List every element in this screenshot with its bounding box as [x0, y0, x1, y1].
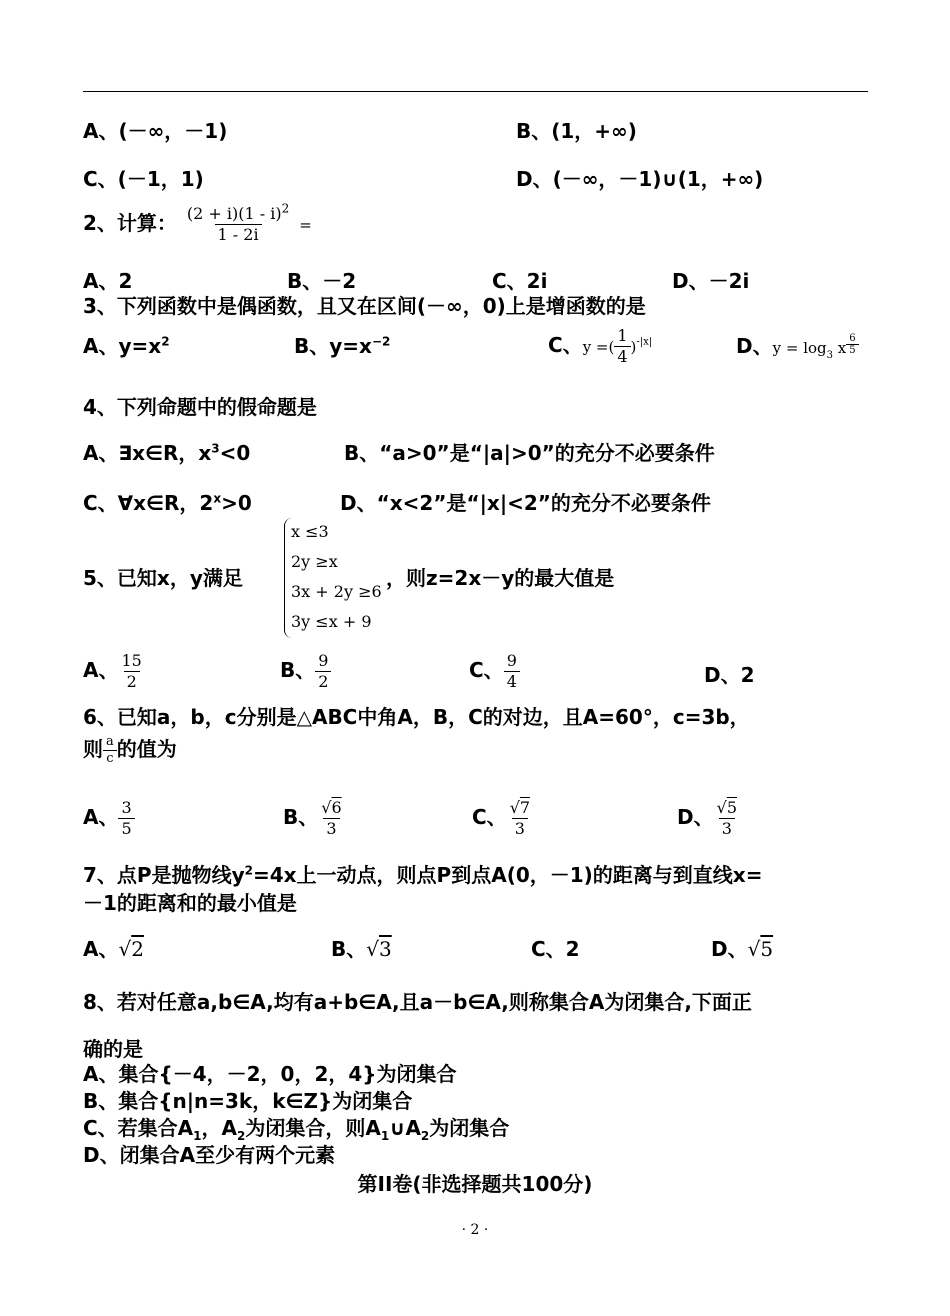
q2-option-c: C、2i — [492, 269, 548, 293]
q5-stem-pre: 5、已知x，y满足 — [83, 566, 243, 590]
q3-option-a-exp: 2 — [161, 334, 170, 349]
q6-option-d: D、 $\frac{√5}{3}$ — [677, 798, 737, 838]
q3-option-b — [294, 333, 390, 359]
q7-option-c: C、2 — [531, 937, 580, 961]
q6-frac-num: a — [106, 734, 114, 749]
q1-option-d: D、(－∞，－1)∪(1，+∞) — [516, 167, 764, 191]
q7-stem1-exp: 2 — [244, 863, 253, 878]
q1-option-a: A、(－∞，－1) — [83, 119, 228, 143]
q3-option-d-exp-den: 5 — [846, 344, 858, 356]
q5-constraint-3: 3x + 2y ≥6 — [291, 582, 382, 601]
q4-stem: 4、下列命题中的假命题是 — [83, 395, 317, 419]
q4-option-d: D、“x<2”是“|x|<2”的充分不必要条件 — [340, 491, 711, 515]
q8-option-c-mid3: ∪A — [389, 1116, 421, 1140]
q7-option-a-radicand: 2 — [131, 937, 144, 961]
section-title: 第II卷(非选择题共100分) — [357, 1172, 593, 1196]
q3-option-c-math-post: ) — [630, 338, 637, 356]
page-number: · 2 · — [461, 1222, 489, 1238]
q3-option-c-num: 1 — [617, 326, 628, 345]
q6-option-c-radicand: 7 — [519, 798, 531, 817]
q3-option-a-label: A、y=x — [83, 334, 162, 358]
q5-option-a-label: A、 — [83, 658, 119, 682]
q6-option-a — [83, 798, 135, 839]
q6-stem2-post: 的值为 — [116, 737, 177, 761]
q8-option-c-mid2: 为闭集合，则A — [245, 1116, 381, 1140]
q7-option-d: D、√5 — [711, 937, 774, 961]
q6-option-b: B、 $\frac{√6}{3}$ — [283, 798, 342, 838]
q7-option-d-label: D、 — [711, 937, 748, 961]
q5-stem-post: ，则z=2x－y的最大值是 — [386, 566, 615, 590]
q2-stem: 2、计算： — [83, 211, 177, 235]
q7-option-b-label: B、 — [331, 937, 367, 961]
q5-option-c-label: C、 — [469, 658, 504, 682]
q4-option-b: B、“a>0”是“|a|>0”的充分不必要条件 — [344, 441, 715, 465]
q2-option-a: A、2 — [83, 269, 133, 293]
q5-option-a-num: 15 — [121, 651, 142, 670]
q6-option-c-den: 3 — [512, 818, 528, 839]
q4-option-c — [83, 490, 252, 516]
q5-constraint-2: 2y ≥x — [291, 552, 338, 571]
q6-option-b-radicand: 6 — [331, 798, 342, 817]
q3-option-b-label: B、y=x — [294, 334, 372, 358]
q8-option-c — [83, 1115, 509, 1141]
q5-option-c-den: 4 — [504, 671, 520, 692]
q2-numerator-exp: 2 — [281, 201, 290, 216]
q2-question — [83, 201, 312, 245]
q6-option-d-radicand: 5 — [726, 798, 737, 817]
q5-option-b-num: 9 — [318, 651, 329, 670]
q3-stem: 3、下列函数中是偶函数，且又在区间(－∞，0)上是增函数的是 — [83, 294, 646, 318]
q3-option-d-var: x — [833, 339, 847, 357]
q8-option-b: B、集合{n|n=3k，k∈Z}为闭集合 — [83, 1089, 413, 1113]
q8-stem-line1: 8、若对任意a,b∈A,均有a+b∈A,且a－b∈A,则称集合A为闭集合,下面正 — [83, 990, 752, 1014]
q8-option-d: D、闭集合A至少有两个元素 — [83, 1143, 336, 1167]
q7-option-d-radicand: 5 — [760, 937, 774, 961]
q6-option-a-den: 5 — [118, 818, 134, 839]
q2-expression — [184, 201, 292, 245]
q8-stem-line2: 确的是 — [83, 1037, 143, 1061]
q6-option-c: C、 $\frac{√7}{3}$ — [472, 798, 531, 838]
q5-option-a — [83, 651, 145, 692]
q6-stem-line1: 6、已知a，b，c分别是△ABC中角A，B，C的对边，且A=60°，c=3b， — [83, 705, 750, 729]
q7-stem-line2: －1的距离和的最小值是 — [83, 891, 297, 915]
q3-option-c-den: 4 — [614, 346, 630, 367]
q1-option-b: B、(1，+∞) — [516, 119, 637, 143]
q5-option-a-den: 2 — [124, 671, 140, 692]
q7-option-a-label: A、 — [83, 937, 119, 961]
q2-numerator: (2 + i)(1 - i) — [186, 204, 282, 223]
q5-option-d: D、2 — [704, 663, 755, 687]
q3-option-c-exp: -|x| — [636, 336, 653, 348]
q6-option-d-den: 3 — [719, 818, 735, 839]
q7-option-b: B、√3 — [331, 937, 392, 961]
q5-option-b-den: 2 — [315, 671, 331, 692]
q3-option-c — [548, 326, 652, 367]
q6-stem2-pre: 则 — [83, 737, 103, 761]
q7-stem-line1 — [83, 862, 762, 888]
q6-stem-line2 — [83, 734, 177, 767]
q8-option-c-sub3: 1 — [380, 1129, 390, 1143]
q5-option-b-label: B、 — [280, 658, 316, 682]
q7-option-a: A、√2 — [83, 937, 144, 961]
header-rule — [83, 91, 868, 92]
q3-option-b-exp: −2 — [371, 334, 391, 349]
q3-option-c-label: C、 — [548, 333, 583, 357]
q5-constraint-system — [284, 518, 395, 638]
q4-option-c-post: >0 — [221, 491, 252, 515]
q6-option-d-label: D、 — [677, 805, 714, 829]
q5-constraint-4: 3y ≤x + 9 — [291, 612, 372, 631]
q7-option-b-radicand: 3 — [379, 937, 392, 961]
q3-option-d — [736, 333, 859, 361]
q8-option-c-mid: ，A — [201, 1116, 237, 1140]
q4-option-a — [83, 440, 250, 466]
q3-option-d-label: D、 — [736, 334, 773, 358]
q5-constraint-1: x ≤3 — [291, 522, 329, 541]
q5-option-c — [469, 651, 520, 692]
q6-option-b-label: B、 — [283, 805, 319, 829]
q6-option-a-label: A、 — [83, 805, 119, 829]
q8-option-c-sub2: 2 — [237, 1129, 246, 1143]
q1-option-c: C、(－1，1) — [83, 167, 204, 191]
q6-option-b-den: 3 — [323, 818, 339, 839]
q2-equals: = — [299, 216, 312, 234]
q5-option-b — [280, 651, 331, 692]
q8-option-c-post: 为闭集合 — [429, 1116, 510, 1140]
q3-option-a — [83, 333, 170, 359]
q5-option-c-num: 9 — [506, 651, 517, 670]
q4-option-a-post: <0 — [219, 441, 251, 465]
q3-option-c-math: y =( — [582, 338, 615, 356]
q4-option-a-pre: A、∃x∈R，x — [83, 441, 212, 465]
q2-denominator: 1 - 2i — [215, 224, 262, 245]
q4-option-a-exp: 3 — [211, 441, 220, 456]
q6-option-c-label: C、 — [472, 805, 507, 829]
q6-frac-den: c — [103, 750, 116, 767]
q8-option-a: A、集合{－4，－2，0，2，4}为闭集合 — [83, 1062, 457, 1086]
q2-option-b: B、－2 — [287, 269, 357, 293]
q6-option-a-num: 3 — [121, 798, 132, 817]
q3-option-d-exp-num: 6 — [849, 333, 856, 344]
q8-option-c-sub4: 2 — [420, 1129, 430, 1143]
q4-option-c-pre: C、∀x∈R，2 — [83, 491, 214, 515]
q4-option-c-exp: x — [213, 491, 222, 506]
q8-option-c-pre: C、若集合A — [83, 1116, 194, 1140]
q7-stem1-post: =4x上一动点，则点P到点A(0，－1)的距离与到直线x= — [252, 863, 763, 887]
q3-option-d-base: 3 — [826, 350, 833, 361]
q7-stem1-pre: 7、点P是抛物线y — [83, 863, 245, 887]
q2-option-d: D、－2i — [672, 269, 750, 293]
q3-option-d-math: y = log — [772, 339, 827, 357]
q8-option-c-sub1: 1 — [193, 1129, 202, 1143]
